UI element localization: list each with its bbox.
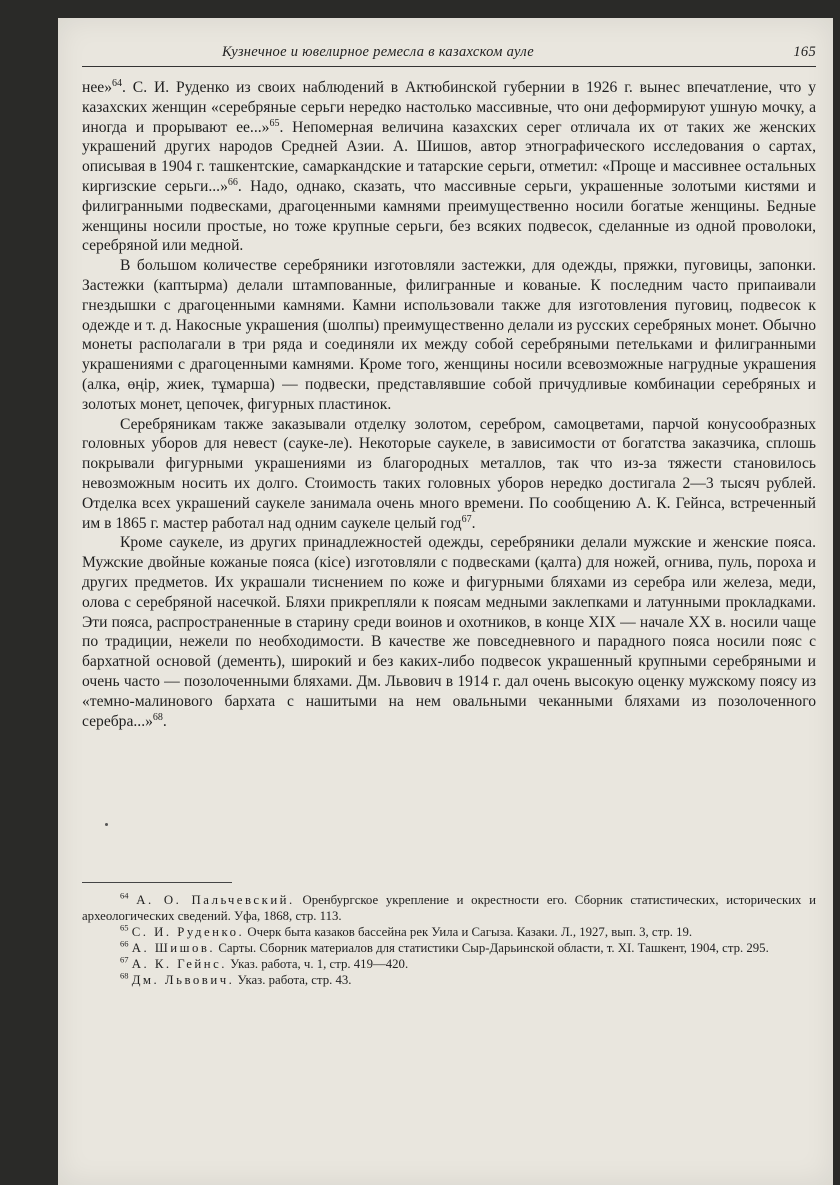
footnote-67: $^{67}$ А. К. Гейнс. Указ. работа, ч. 1, стр. 419—420.: [120, 954, 409, 971]
footnote-ref-66: 66: [227, 176, 238, 188]
running-title: Кузнечное и ювелирное ремесла в казахском ауле: [222, 44, 535, 60]
running-header: [82, 40, 816, 67]
page-number: 165: [793, 44, 816, 60]
footnote-64: $^{64}$ А. О. Пальчевский. Оренбургское укрепление и окрестности его. Сборник статистических, исторических и археологических сведений. Уфа, 1868, стр. 113.: [82, 890, 817, 923]
footnote-divider: [82, 882, 232, 883]
footnote-author: А. Шишов.: [131, 940, 216, 955]
footnote-66: $^{66}$ А. Шишов. Сарты. Сборник материалов для статистики Сыр-Дарьинской области, т. XI. Ташкент, 1904, стр. 295.: [120, 938, 769, 955]
footnotes: [82, 890, 817, 988]
paragraph-4: Кроме саукеле, из других принадлежностей одежды, серебряники делали мужские и женские пояса. Мужские двойные кожаные пояса (кісе) изготовляли с подвесками (қалта) для ножей, огнива, пуль, пороха и других предметов. Их украшали тиснением по коже и фигурными бляхами из серебра или железа, меди, олова с серебряной насечкой. Бляхи прикрепляли к поясам медными заклепками и латунными прокладками. Эти пояса, распространенные в старину среди воинов и охотников, в конце XIX — начале XX в. носили чаще по традиции, нежели по необходимости. В качестве же повседневного и парадного пояса носили пояс с бархатной основой (дементь), широкий и без каких-либо подвесок украшенный крупными серебряными и очень часто — позолоченными бляхами. Дм. Львович в 1914 г. дал очень высокую оценку мужскому поясу из «темно-малинового бархата с нашитыми на нем овальными чеканными бляхами из позолоченного серебра...»$^{68}$.: [82, 534, 816, 730]
paragraph-3: Серебряникам также заказывали отделку золотом, серебром, самоцветами, парчой конусообразных головных уборов для невест (сауке-ле). Некоторые саукеле, в зависимости от богатства заказчика, сплошь покрывали фигурными украшениями из благородных металлов, так что из-за тяжести становилось невозможным носить их долго. Стоимость таких головных уборов нередко достигала 2—3 тысяч рублей. Отделка всех украшений саукеле занимала очень много времени. По сообщению А. К. Гейнса, встреченный им в 1865 г. мастер работал над одним саукеле целый год$^{67}$.: [82, 415, 816, 532]
footnote-68: $^{68}$ Дм. Львович. Указ. работа, стр. 43.: [120, 970, 352, 987]
footnote-author: Дм. Львович.: [131, 972, 235, 987]
footnote-65: $^{65}$ С. И. Руденко. Очерк быта казаков бассейна рек Уила и Сагыза. Казаки. Л., 1927, вып. 3, стр. 19.: [120, 922, 693, 939]
footnote-ref-65: 65: [269, 117, 280, 129]
paragraph-1: нее»$^{64}$. С. И. Руденко из своих наблюдений в Актюбинской губернии в 1926 г. вынес впечатление, что у казахских женщин «серебряные серьги нередко настолько массивные, что они деформируют ушную мочку, а иногда и прорывают ее...»$^{65}$. Непомерная величина казахских серег отличала их от таких же женских украшений других народов Средней Азии. А. Шишов, автор этнографического исследования о сартах, описывая в 1904 г. ташкентские, самаркандские и татарские серьги, отметил: «Проще и массивнее остальных киргизские серьги...»$^{66}$. Надо, однако, сказать, что массивные серьги, украшенные золотыми кистями и филигранными подвесками, драгоценными камнями преимущественно носили богатые женщины. Бедные женщины носили простые, но тоже крупные серьги, без всяких подвесок, сделанные из одной проволоки, серебряной или медной.: [82, 77, 816, 255]
main-text: [82, 78, 816, 731]
book-page: [58, 18, 833, 1185]
page-speck: [105, 823, 108, 826]
paragraph-2: В большом количестве серебряники изготовляли застежки, для одежды, пряжки, пуговицы, запонки. Застежки (каптырма) делали штампованные, филигранные и кованые. К последним часто припаивали гнездышки с драгоценными камнями. Камни использовали также для изготовления пуговиц, подвесок к одежде и т. д. Накосные украшения (шолпы) преимущественно делали из русских серебряных монет. Обычно монеты располагали в три ряда и соединяли их между собой серебряными петельками и филигранными украшениями с драгоценными камнями. Кроме того, женщины носили всевозможные нагрудные украшения (алка, өңір, жиек, тұмарша) — подвески, представлявшие собой причудливые комбинации серебряных и золотых монет, цепочек, фигурных пластинок.: [82, 257, 816, 413]
footnote-author: С. И. Руденко.: [131, 924, 245, 939]
footnote-ref-68: 68: [152, 711, 163, 723]
footnote-ref-64: 64: [112, 77, 122, 89]
footnote-author: А. К. Гейнс.: [131, 956, 227, 971]
footnote-author: А. О. Пальчевский.: [136, 893, 295, 907]
footnote-ref-67: 67: [461, 513, 472, 525]
